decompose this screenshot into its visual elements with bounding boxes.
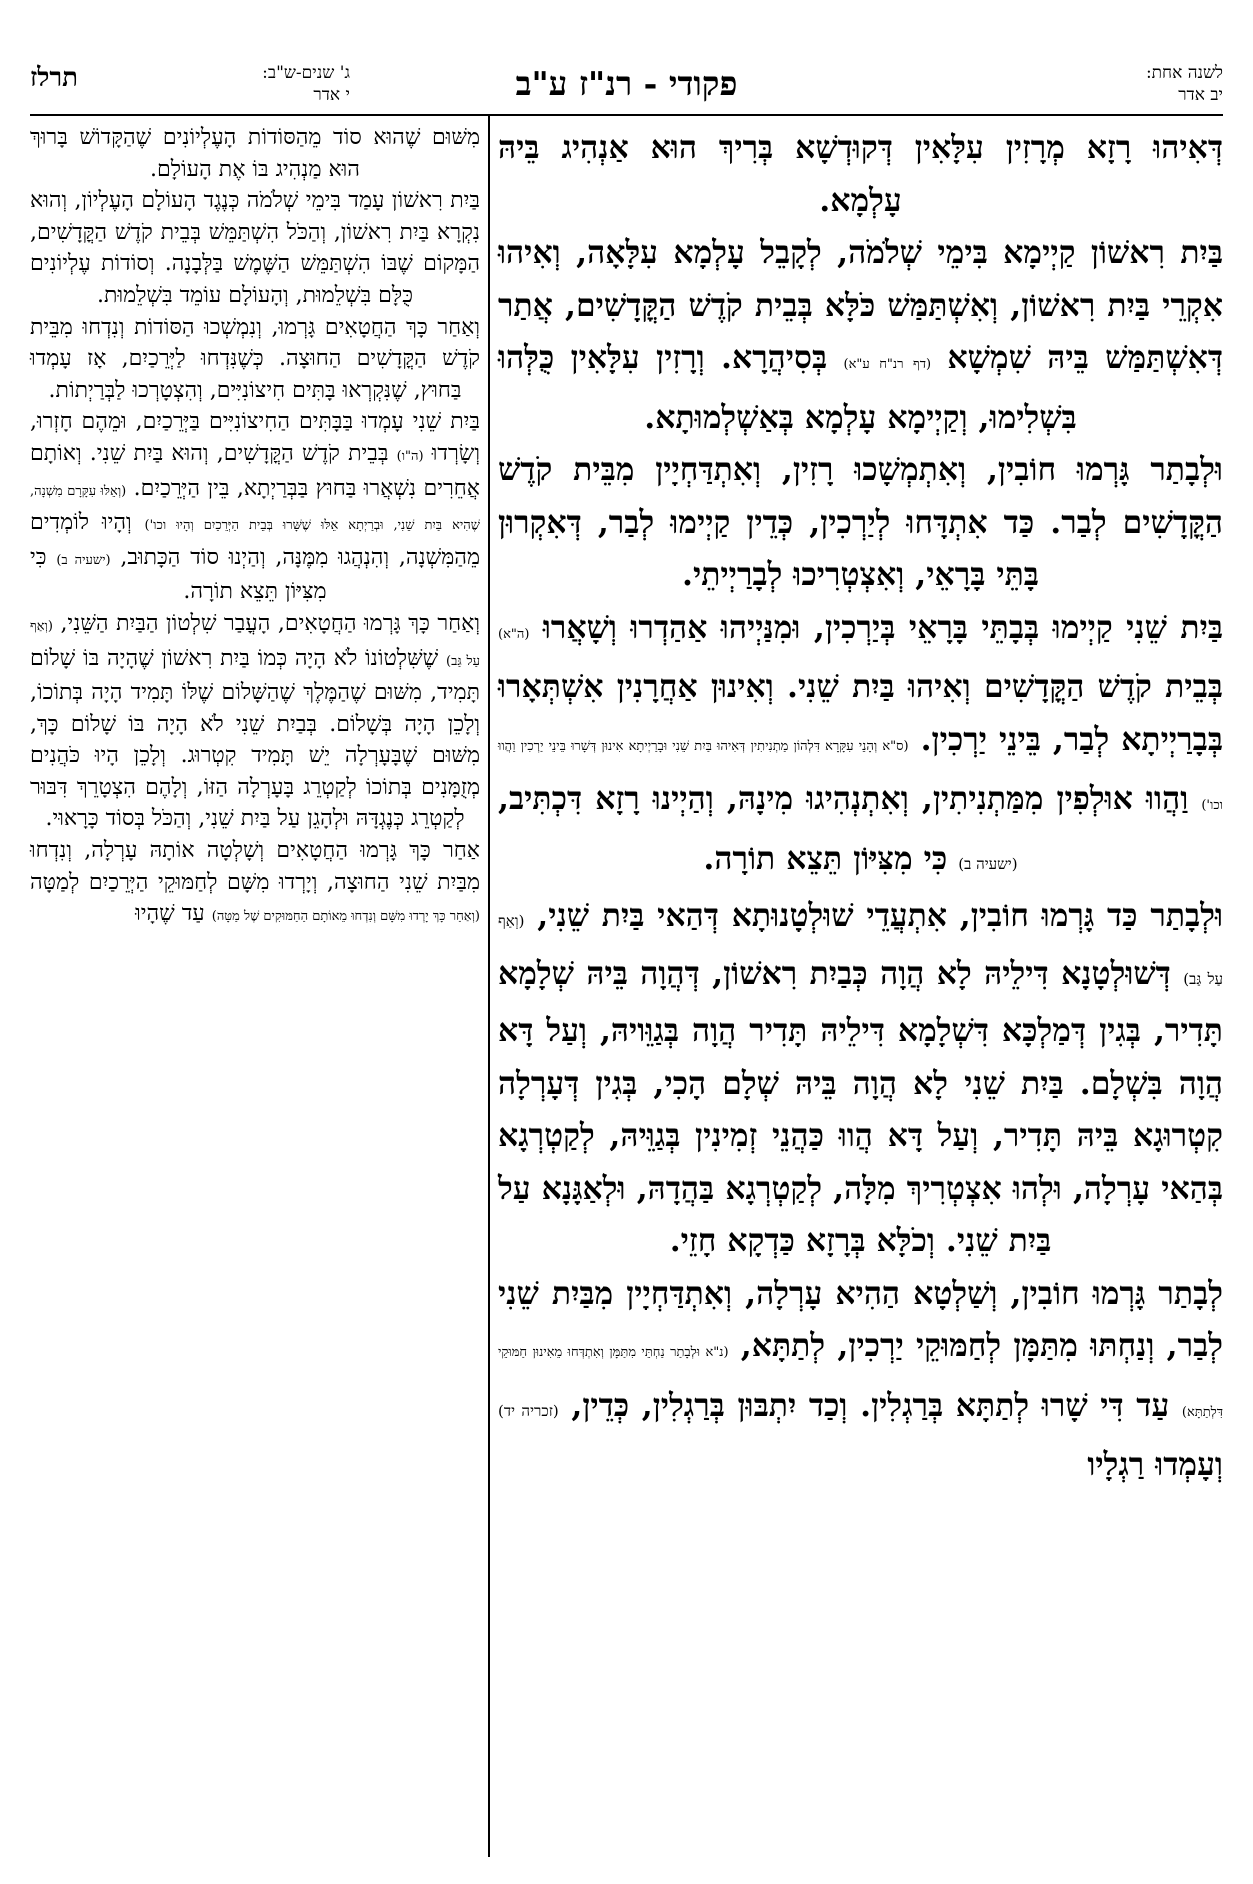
variant-reading: (נ"א וּלְבָתַר נַחְתֵּי מִתַּמָּן וְאִתְדְּחוּ מֵאִינוּן חַמּוּקֵי דִּלְתַתָּא) (498, 1345, 1223, 1420)
main-text: בַּיִת רִאשׁוֹן קַיְימָא בִּימֵי שְׁלֹמֹה, לְקָבֵל עָלְמָא עִלָּאָה, וְאִיהוּ אִקְרֵי בַּיִת רִאשׁוֹן, וְאִשְׁתַּמַּשׁ כֹּלָּא בְּבֵית קֹדֶשׁ הַקֳּדָשִׁים, אֲתַר דְּאִשְׁתַּמַּשׁ בֵּיהּ שִׁמְשָׁא (498, 234, 1224, 376)
main-text: וַהֲווּ אוּלְפִין מִמַּתְנִיתִין, וְאִתְנְהִיגוּ מִינָהּ, וְהַיְינוּ רָזָא דִּכְתִּיב, (498, 780, 1189, 817)
variant-reference: (וְאַף עַל גַּב) (30, 618, 480, 669)
three-year-cycle-title: ג' שנים-ש"ב: (262, 63, 350, 83)
main-text: וּלְבָתַר גָּרְמוּ חוֹבִין, וְאִתְמְשָׁכוּ רָזִין, וְאִתְדַּחְיָין מִבֵּית קֹדֶשׁ הַקֳּדָשִׁים לְבַר. כַּד אִתְדָּחוּ לְיַרְכִין, כְּדֵין קַיְימוּ לְבַר, דְּאִקְרוּן בָּתֵּי בָּרָאֵי, וְאִצְטְרִיכוּ לְבָרַיְיתֵי. (498, 451, 1223, 593)
variant-reference: (ה"א) (498, 626, 530, 642)
translation-text: בַּיִת שֵׁנִי עָמְדוּ בַּבָּתִּים הַחִיצוֹנִיִּים בַּיְּרֵכַיִם, וּמֵהֶם חָזְרוּ, וְשָׂרְדוּ (30, 409, 481, 466)
main-paragraph (498, 1268, 1223, 1492)
variant-reference: (ה"ו) (396, 448, 424, 464)
page-number: תרלז (30, 63, 79, 93)
one-year-cycle-label: לשנה אחת: (1145, 63, 1223, 83)
page-title: פקודי - רנ"ז ע"ב (515, 64, 738, 103)
one-year-cycle-date: יב אדר (1178, 85, 1223, 105)
translation-text: עַד שֶׁהָיוּ (135, 901, 205, 927)
main-text: דְּשׁוּלְטָנָא דִּילֵיהּ לָא הֲוָה כְּבַיִת רִאשׁוֹן, דְּהֲוָה בֵּיהּ שְׁלָמָא תָּדִיר, בְּגִין דְּמַלְכָּא דִּשְׁלָמָא דִּילֵיהּ תָּדִיר הֲוָה בְּגַוֵּויהּ, וְעַל דָּא הֲוָה בִּשְׁלָם. בַּיִת שֵׁנִי לָא הֲוָה בֵּיהּ שְׁלָם הָכִי, בְּגִין דְּעָרְלָה קִטְרוּגָא בֵּיהּ תָּדִיר, וְעַל דָּא הֲווּ כַּהֲנֵי זְמִינִין בְּגַוֵּיהּ, לְקַטְרְגָא בְּהַאי עָרְלָה, וּלְהוּ אִצְטְרִיךְ מִלָּה, לְקַטְרְגָא בַּהֲדָהּ, וּלְאַגָּנָא עַל בַּיִת שֵׁנִי. וְכֹלָּא בְּרָזָא כַּדְקָא חָזֵי. (498, 954, 1223, 1259)
translation-text: כִּי מִצִּיּוֹן תֵּצֵא תוֹרָה. (30, 544, 327, 605)
variant-reading: (וְאַחַר כָּךְ יָרְדוּ מִשָּׁם וְנִדְחוּ מֵאוֹתָם הַחַמּוּקִים שֶׁל מַטָּה) (211, 909, 480, 925)
verse-reference: (ישעיה ב) (958, 854, 1018, 873)
translation-paragraph (30, 312, 480, 407)
translation-text: שֶׁשִּׁלְטוֹנוֹ לֹא הָיָה כְּמוֹ בַּיִת רִאשׁוֹן שֶׁהָיָה בּוֹ שָׁלוֹם תָּמִיד, מִשּׁוּם שֶׁהַמֶּלֶךְ שֶׁהַשָּׁלוֹם שֶׁלּוֹ תָּמִיד הָיָה בְּתוֹכוֹ, וְלָכֵן הָיָה בְּשָׁלוֹם. בְּבַיִת שֵׁנִי לֹא הָיָה בּוֹ שָׁלוֹם כָּךְ, מִשּׁוּם שֶׁבָּעָרְלָה יֵשׁ תָּמִיד קִטְרוּג. וְלָכֵן הָיוּ כֹּהֲנִים מְזֻמָּנִים בְּתוֹכוֹ לְקַטְרֵג בָּעָרְלָה הַזּוֹ, וְלָהֶם הִצְטָרֵךְ דִּבּוּר לְקַטְרֵג כְּנֶגְדָּהּ וּלְהָגֵן עַל בַּיִת שֵׁנִי, וְהַכֹּל בְּסוֹד כָּרָאוּי. (30, 645, 480, 832)
main-paragraph (498, 444, 1223, 602)
translation-column (30, 122, 480, 1857)
main-text: בַּיִת שֵׁנִי קַיְימוּ בְּבָתֵּי בָּרָאֵי בְּיַרְכִין, וּמִנַּיְיהוּ אַהַדְרוּ וְשָׁאֲרוּ (542, 608, 1224, 646)
daily-study-label (1073, 62, 1223, 106)
main-paragraph (498, 122, 1223, 227)
translation-text: מִשּׁוּם שֶׁהוּא סוֹד מֵהַסּוֹדוֹת הָעֶלְיוֹנִים שֶׁהַקָּדוֹשׁ בָּרוּךְ הוּא מַנְהִיג בּוֹ אֶת הָעוֹלָם. (30, 125, 480, 182)
three-year-cycle-date: י אדר (313, 85, 350, 105)
translation-paragraph (30, 608, 480, 835)
translation-paragraph (30, 185, 480, 311)
page-reference: (דף רנ"ח ע"א) (843, 357, 932, 372)
main-paragraph (498, 227, 1223, 444)
main-text: כִּי מִצִּיּוֹן תֵּצֵא תוֹרָה. (703, 839, 948, 877)
main-paragraph (498, 602, 1223, 891)
main-text: בְּבֵית קֹדֶשׁ הַקֳּדָשִׁים וְאִיהוּ בַּיִת שֵׁנִי. וְאִינוּן אַחֲרָנִין אִשְׁתְּאָרוּ בְּבָרַיְיתָא לְבַר, בֵּינֵי יַרְכִין. (498, 668, 1223, 758)
variant-reference: (וְאַף עַל גַּב) (498, 912, 1223, 988)
translation-text: בְּבֵית קֹדֶשׁ הַקֳּדָשִׁים, וְהוּא בַּיִת שֵׁנִי. וְאוֹתָם אֲחֵרִים נִשְׁאֲרוּ בַּחוּץ בַּבְּרַיְתָא, בֵּין הַיְּרֵכַיִם. (30, 440, 480, 501)
translation-paragraph (30, 406, 480, 608)
verse-reference: (זכריה יד) (498, 1401, 559, 1420)
column-divider (488, 116, 490, 1857)
zohar-text-column (498, 122, 1223, 1857)
translation-text: וְאַחַר כָּךְ גָּרְמוּ הַחֲטָאִים, הָעֳבַר שִׁלְטוֹן הַבַּיִת הַשֵּׁנִי, (60, 610, 480, 636)
verse-reference: (ישעיה ב) (56, 552, 111, 568)
translation-text: וְאַחַר כָּךְ הַחֲטָאִים גָּרְמוּ, וְנִמְשְׁכוּ הַסּוֹדוֹת וְנִדְחוּ מִבֵּית קֹדֶשׁ הַקֳּדָשִׁים הַחוּצָה. כְּשֶׁנִּדְחוּ לַיְּרֵכַיִם, אָז עָמְדוּ בַּחוּץ, שֶׁנִּקְרְאוּ בָּתִּים חִיצוֹנִיִּים, וְהִצְטָרְכוּ לַבְּרַיְתוֹת. (30, 314, 480, 403)
translation-paragraph (30, 122, 480, 185)
main-text: וּלְבָתַר כַּד גָּרְמוּ חוֹבִין, אִתְעֲדֵי שׁוּלְטָנוּתָא דְּהַאי בַּיִת שֵׁנִי, (537, 897, 1223, 934)
main-paragraph (498, 890, 1223, 1268)
main-text: וְעָמְדוּ רַגְלָיו (1087, 1446, 1223, 1483)
main-text: בְּסִיהֲרָא. וְרָזִין עִלָּאִין כֻּלְּהוּ בִּשְׁלִימוּ, וְקַיְימָא עָלְמָא בְּאַשְׁלְמוּתָא. (498, 339, 1077, 436)
translation-paragraph (30, 835, 480, 933)
translation-text: אַחַר כָּךְ גָּרְמוּ הַחֲטָאִים וְשָׁלְטָה אוֹתָהּ עָרְלָה, וְנִדְחוּ מִבַּיִת שֵׁנִי הַחוּצָה, וְיָרְדוּ מִשָּׁם לְחַמּוּקֵי הַיְּרֵכַיִם לְמַטָּה (30, 838, 480, 895)
three-year-cycle-label (140, 62, 350, 106)
main-text: לְבָתַר גָּרְמוּ חוֹבִין, וְשַׁלְטָא הַהִיא עָרְלָה, וְאִתְדַּחְיָין מִבַּיִת שֵׁנִי לְבַר, וְנַחְתּוּ מִתַּמָּן לְחַמּוּקֵי יַרְכִין, לְתַתָּא, (498, 1274, 1223, 1364)
variant-reading: (וְאֵלּוּ עִקָּרָם מִשְׁנָה, שֶׁהִיא בַּיִת שֵׁנִי, וּבְרַיְתָא אֵלּוּ שֶׁשָּׁרוּ בְּבֵית הַיְּרֵכַיִם וְהָיוּ וכו') (30, 483, 480, 534)
translation-text: בַּיִת רִאשׁוֹן עָמַד בִּימֵי שְׁלֹמֹה כְּנֶגֶד הָעוֹלָם הָעֶלְיוֹן, וְהוּא נִקְרָא בַּיִת רִאשׁוֹן, וְהַכֹּל הִשְׁתַּמֵּשׁ בְּבֵית קֹדֶשׁ הַקֳּדָשִׁים, הַמָּקוֹם שֶׁבּוֹ הִשְׁתַּמֵּשׁ הַשֶּׁמֶשׁ בַּלְּבָנָה. וְסוֹדוֹת עֶלְיוֹנִים כֻּלָּם בִּשְׁלֵמוּת, וְהָעוֹלָם עוֹמֵד בִּשְׁלֵמוּת. (30, 188, 480, 308)
main-text: עַד דִּי שָׁרוּ לְתַתָּא בְּרַגְלִין. וְכַד יִתְבּוּן בְּרַגְלִין, כְּדֵין, (571, 1386, 1170, 1424)
translation-text: וְהָיוּ לוֹמְדִים מֵהַמִּשְׁנָה, וְהִנְהֲגוּ מִמֶּנָּה, וְהַיְנוּ סוֹד הַכָּתוּב, (30, 510, 480, 570)
header-divider (30, 114, 1223, 116)
variant-reading: (ס"א וְהָנֵי עִקָּרָא דִּלְהוֹן מַתְנִיתִין דְּאִיהוּ בַּיִת שֵׁנִי וּבָרַיְיתָא אִינוּן דְּשָׁרוּ בֵּינֵי יַרְכִין וַהֲווּ וכו') (498, 738, 1223, 813)
page-header (30, 62, 1223, 116)
main-text: דְּאִיהוּ רָזָא מְרָזִין עִלָּאִין דְּקוּדְשָׁא בְּרִיךְ הוּא אַנְהִיג בֵּיהּ עָלְמָא. (498, 129, 1223, 219)
